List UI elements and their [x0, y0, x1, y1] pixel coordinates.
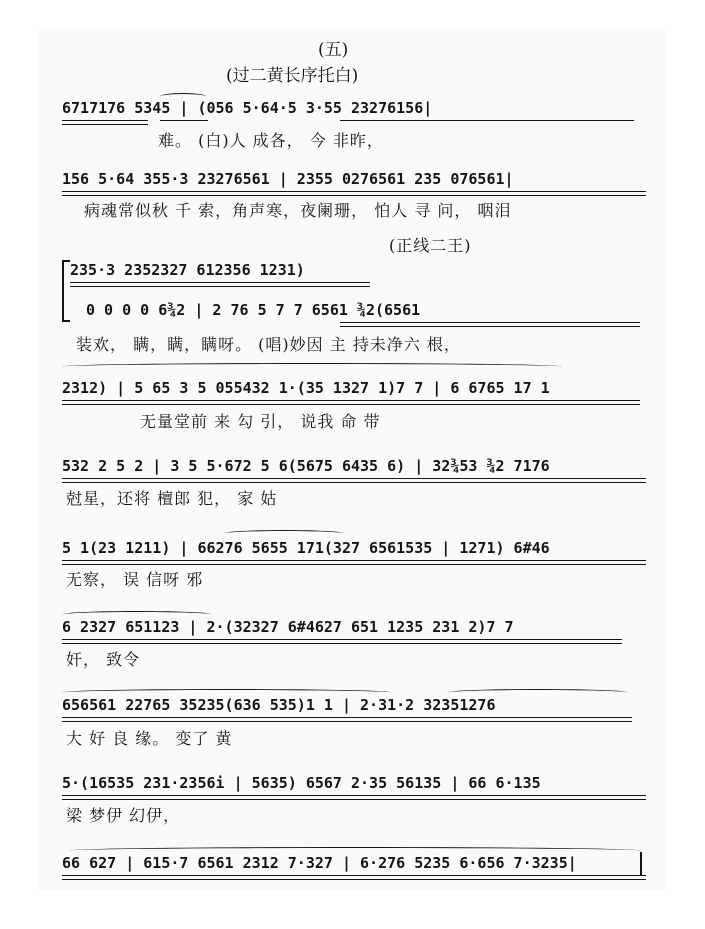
lyric-line-9: 梁 梦伊 幻伊， [66, 806, 181, 825]
lyric-line-2: 病魂常似秋 千 索，角声寒，夜阑珊， 怕人 寻 问， 咽泪 [84, 201, 512, 220]
beam-6b [62, 564, 646, 565]
section-subtitle: (过二黄长序托白) [226, 66, 359, 86]
notation-line-3-lower: 0 0 0 0 6¾2 | 2 76 5 7 7 6561 ¾2(6561 [86, 301, 421, 319]
beam-1c [160, 120, 208, 121]
slur-arc [70, 847, 640, 854]
notation-line-4: 2312) | 5 65 3 5 055432 1·(35 1327 1)7 7 | 6 6765 17 1 [62, 379, 550, 397]
beam-4a [62, 400, 640, 401]
beam-7a [62, 639, 622, 640]
lyric-line-5: 尅星，还将 檀郎 犯， 家 姑 [66, 489, 278, 508]
notation-line-1: 6717176 5345 | (056 5·64·5 3·55 23276156| [62, 99, 433, 117]
beam-3c [340, 322, 640, 323]
beam-2b [62, 195, 646, 196]
beam-2a [62, 191, 646, 192]
section-marker: (正线二王) [389, 236, 472, 255]
system-bracket [62, 260, 64, 322]
lyric-line-6: 无察， 误 信呀 邪 [66, 570, 204, 589]
notation-line-5: 532 2 5 2 | 3 5 5·672 5 6(5675 6435 6) | 32¾53 ¾2 7176 [62, 457, 550, 475]
lyric-line-8: 大 好 良 缘。 变了 黄 [66, 729, 233, 748]
beam-6a [62, 560, 646, 561]
notation-line-3-upper: 235·3 2352327 612356 1231) [70, 261, 305, 279]
slur-arc [224, 530, 344, 537]
beam-3b [70, 286, 370, 287]
lyric-line-3: 装欢， 瞒，瞒，瞒呀。 (唱)妙因 主 持未净六 根， [76, 335, 461, 354]
slur-arc [62, 363, 562, 370]
notation-line-9: 5·(16535 231·2356i | 5635) 6567 2·35 56135 | 66 6·135 [62, 774, 541, 792]
slur-arc [160, 93, 206, 100]
lyric-line-7: 奸， 致令 [66, 650, 141, 669]
beam-1b [62, 124, 148, 125]
beam-5b [62, 482, 646, 483]
beam-3d [340, 326, 640, 327]
slur-arc [62, 689, 392, 696]
notation-line-10: 66 627 | 615·7 6561 2312 7·327 | 6·276 5235 6·656 7·3235| [62, 854, 577, 872]
beam-10a [62, 875, 646, 876]
notation-line-6: 5 1(23 1211) | 66276 5655 171(327 6561535 | 1271) 6#46 [62, 539, 550, 557]
beam-4b [62, 404, 640, 405]
section-number: (五) [318, 40, 349, 60]
beam-8a [62, 717, 632, 718]
beam-9a [62, 795, 646, 796]
beam-3a [70, 282, 370, 283]
notation-line-2: 156 5·64 355·3 23276561 | 2355 0276561 235 076561| [62, 170, 514, 188]
slur-arc [448, 689, 628, 696]
slur-arc [62, 611, 212, 618]
beam-5a [62, 478, 646, 479]
beam-1d [340, 120, 634, 121]
beam-8b [62, 721, 632, 722]
final-barline [640, 852, 642, 876]
notation-line-7: 6 2327 651123 | 2·(32327 6#4627 651 1235 231 2)7 7 [62, 618, 514, 636]
lyric-line-1: 难。 (白)人 成各， 今 非昨， [158, 131, 384, 150]
beam-9b [62, 799, 646, 800]
beam-7b [62, 643, 622, 644]
lyric-line-4: 无量堂前 来 勾 引， 说我 命 带 [140, 412, 381, 431]
beam-1a [62, 120, 148, 121]
beam-10b [62, 879, 646, 880]
notation-line-8: 656561 22765 35235(636 535)1 1 | 2·31·2 32351276 [62, 696, 496, 714]
